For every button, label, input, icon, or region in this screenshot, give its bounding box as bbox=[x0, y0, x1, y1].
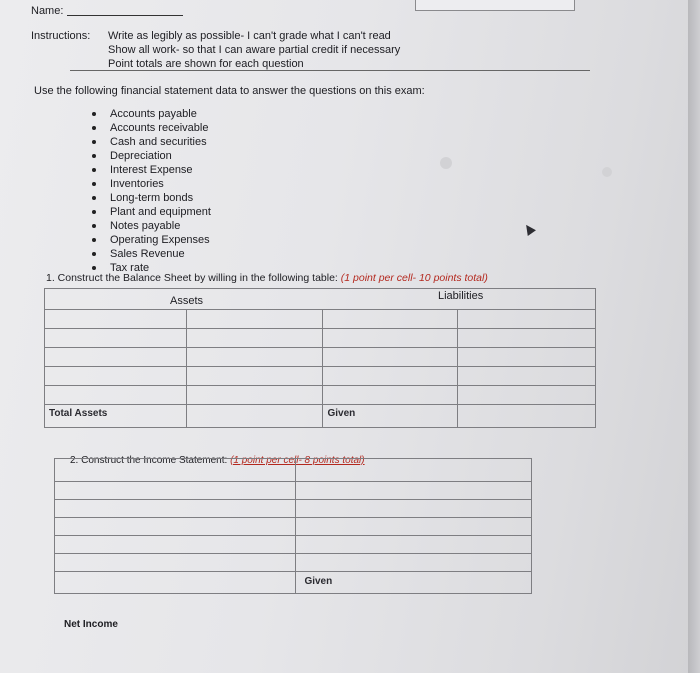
table-cell[interactable] bbox=[458, 329, 596, 348]
balance-sheet-table bbox=[44, 288, 596, 428]
bullet-icon bbox=[92, 252, 96, 256]
instruction-line-2: Show all work- so that I can aware partial credit if necessary bbox=[108, 44, 401, 56]
q1-title bbox=[46, 272, 488, 285]
table-cell bbox=[186, 289, 323, 310]
list-item: Accounts payable bbox=[92, 107, 211, 121]
q1-points: (1 point per cell- 10 points total) bbox=[340, 272, 488, 284]
page-edge bbox=[688, 0, 700, 673]
table-cell[interactable] bbox=[323, 386, 458, 405]
table-cell[interactable] bbox=[55, 518, 296, 536]
table-row bbox=[45, 329, 596, 348]
net-income-label: Net Income bbox=[64, 619, 118, 630]
table-cell[interactable] bbox=[296, 536, 532, 554]
list-item: Operating Expenses bbox=[92, 233, 211, 247]
table-row bbox=[45, 348, 596, 367]
instructions-underline bbox=[70, 70, 590, 71]
table-row bbox=[55, 459, 532, 482]
given-cell bbox=[296, 572, 532, 594]
table-cell[interactable] bbox=[55, 459, 296, 482]
bullet-icon bbox=[92, 154, 96, 158]
given-label: Given bbox=[304, 576, 333, 587]
table-cell[interactable] bbox=[458, 386, 596, 405]
instruction-line-3: Point totals are shown for each question bbox=[108, 58, 304, 70]
bullet-icon bbox=[92, 210, 96, 214]
table-cell bbox=[458, 289, 596, 310]
bullet-icon bbox=[92, 266, 96, 270]
table-cell[interactable] bbox=[45, 310, 187, 329]
bullet-icon bbox=[92, 126, 96, 130]
bullet-icon bbox=[92, 168, 96, 172]
q1-text: 1. Construct the Balance Sheet by willing in the following table: bbox=[46, 272, 341, 284]
list-item: Notes payable bbox=[92, 219, 211, 233]
table-row bbox=[45, 405, 596, 428]
table-cell[interactable] bbox=[55, 554, 296, 572]
table-row bbox=[45, 289, 596, 310]
name-label: Name: bbox=[31, 5, 64, 17]
instruction-line-1: Write as legibly as possible- I can't grade what I can't read bbox=[108, 30, 391, 42]
table-cell[interactable] bbox=[186, 367, 323, 386]
top-score-box bbox=[415, 0, 575, 11]
list-item: Depreciation bbox=[92, 149, 211, 163]
bullet-icon bbox=[92, 112, 96, 116]
cursor-arrow-icon bbox=[522, 222, 536, 236]
intro-text: Use the following financial statement data to answer the questions on this exam: bbox=[34, 85, 425, 97]
table-cell[interactable] bbox=[323, 310, 458, 329]
q2-text: 2. Construct the Income Statement: bbox=[70, 455, 231, 466]
table-row bbox=[55, 536, 532, 554]
list-item: Plant and equipment bbox=[92, 205, 211, 219]
list-item: Tax rate bbox=[92, 261, 211, 275]
given-label: Given bbox=[327, 408, 356, 419]
assets-header: Assets bbox=[170, 295, 204, 307]
table-row bbox=[45, 310, 596, 329]
table-cell[interactable] bbox=[186, 310, 323, 329]
table-row bbox=[45, 367, 596, 386]
table-cell[interactable] bbox=[296, 518, 532, 536]
table-cell[interactable] bbox=[186, 386, 323, 405]
bullet-icon bbox=[92, 182, 96, 186]
table-row bbox=[55, 572, 532, 594]
income-statement-table bbox=[54, 458, 532, 594]
list-item: Long-term bonds bbox=[92, 191, 211, 205]
table-cell[interactable] bbox=[296, 459, 532, 482]
table-cell[interactable] bbox=[323, 329, 458, 348]
instructions-label: Instructions: bbox=[31, 30, 91, 42]
table-cell[interactable] bbox=[45, 367, 187, 386]
table-cell[interactable] bbox=[458, 310, 596, 329]
table-row bbox=[55, 554, 532, 572]
q2-points: (1 point per cell- 8 points total) bbox=[230, 455, 365, 466]
table-cell[interactable] bbox=[186, 329, 323, 348]
table-cell[interactable] bbox=[45, 386, 187, 405]
table-cell[interactable] bbox=[55, 536, 296, 554]
table-cell[interactable] bbox=[296, 482, 532, 500]
table-cell[interactable] bbox=[296, 554, 532, 572]
financial-items-list bbox=[92, 107, 211, 275]
list-item: Sales Revenue bbox=[92, 247, 211, 261]
table-cell[interactable] bbox=[296, 500, 532, 518]
table-row bbox=[45, 386, 596, 405]
list-item: Cash and securities bbox=[92, 135, 211, 149]
bullet-icon bbox=[92, 238, 96, 242]
table-cell[interactable] bbox=[323, 367, 458, 386]
list-item: Interest Expense bbox=[92, 163, 211, 177]
smudge-mark bbox=[602, 167, 612, 177]
total-assets-label: Total Assets bbox=[49, 408, 108, 419]
table-cell[interactable] bbox=[458, 367, 596, 386]
table-cell[interactable] bbox=[186, 405, 323, 428]
bullet-icon bbox=[92, 224, 96, 228]
list-item: Inventories bbox=[92, 177, 211, 191]
table-cell[interactable] bbox=[45, 329, 187, 348]
total-assets-cell bbox=[45, 405, 187, 428]
bullet-icon bbox=[92, 140, 96, 144]
smudge-mark bbox=[440, 157, 452, 169]
table-cell bbox=[323, 289, 458, 310]
table-cell[interactable] bbox=[458, 348, 596, 367]
table-row bbox=[55, 518, 532, 536]
table-cell[interactable] bbox=[55, 500, 296, 518]
table-cell[interactable] bbox=[323, 348, 458, 367]
table-cell[interactable] bbox=[55, 572, 296, 594]
bullet-icon bbox=[92, 196, 96, 200]
table-cell[interactable] bbox=[45, 348, 187, 367]
table-cell[interactable] bbox=[458, 405, 596, 428]
table-row bbox=[55, 482, 532, 500]
liabilities-header: Liabilities bbox=[438, 290, 484, 302]
table-row bbox=[55, 500, 532, 518]
table-cell[interactable] bbox=[55, 482, 296, 500]
name-field-line bbox=[67, 15, 183, 16]
table-cell bbox=[45, 289, 187, 310]
table-cell[interactable] bbox=[186, 348, 323, 367]
list-item: Accounts receivable bbox=[92, 121, 211, 135]
given-cell bbox=[323, 405, 458, 428]
